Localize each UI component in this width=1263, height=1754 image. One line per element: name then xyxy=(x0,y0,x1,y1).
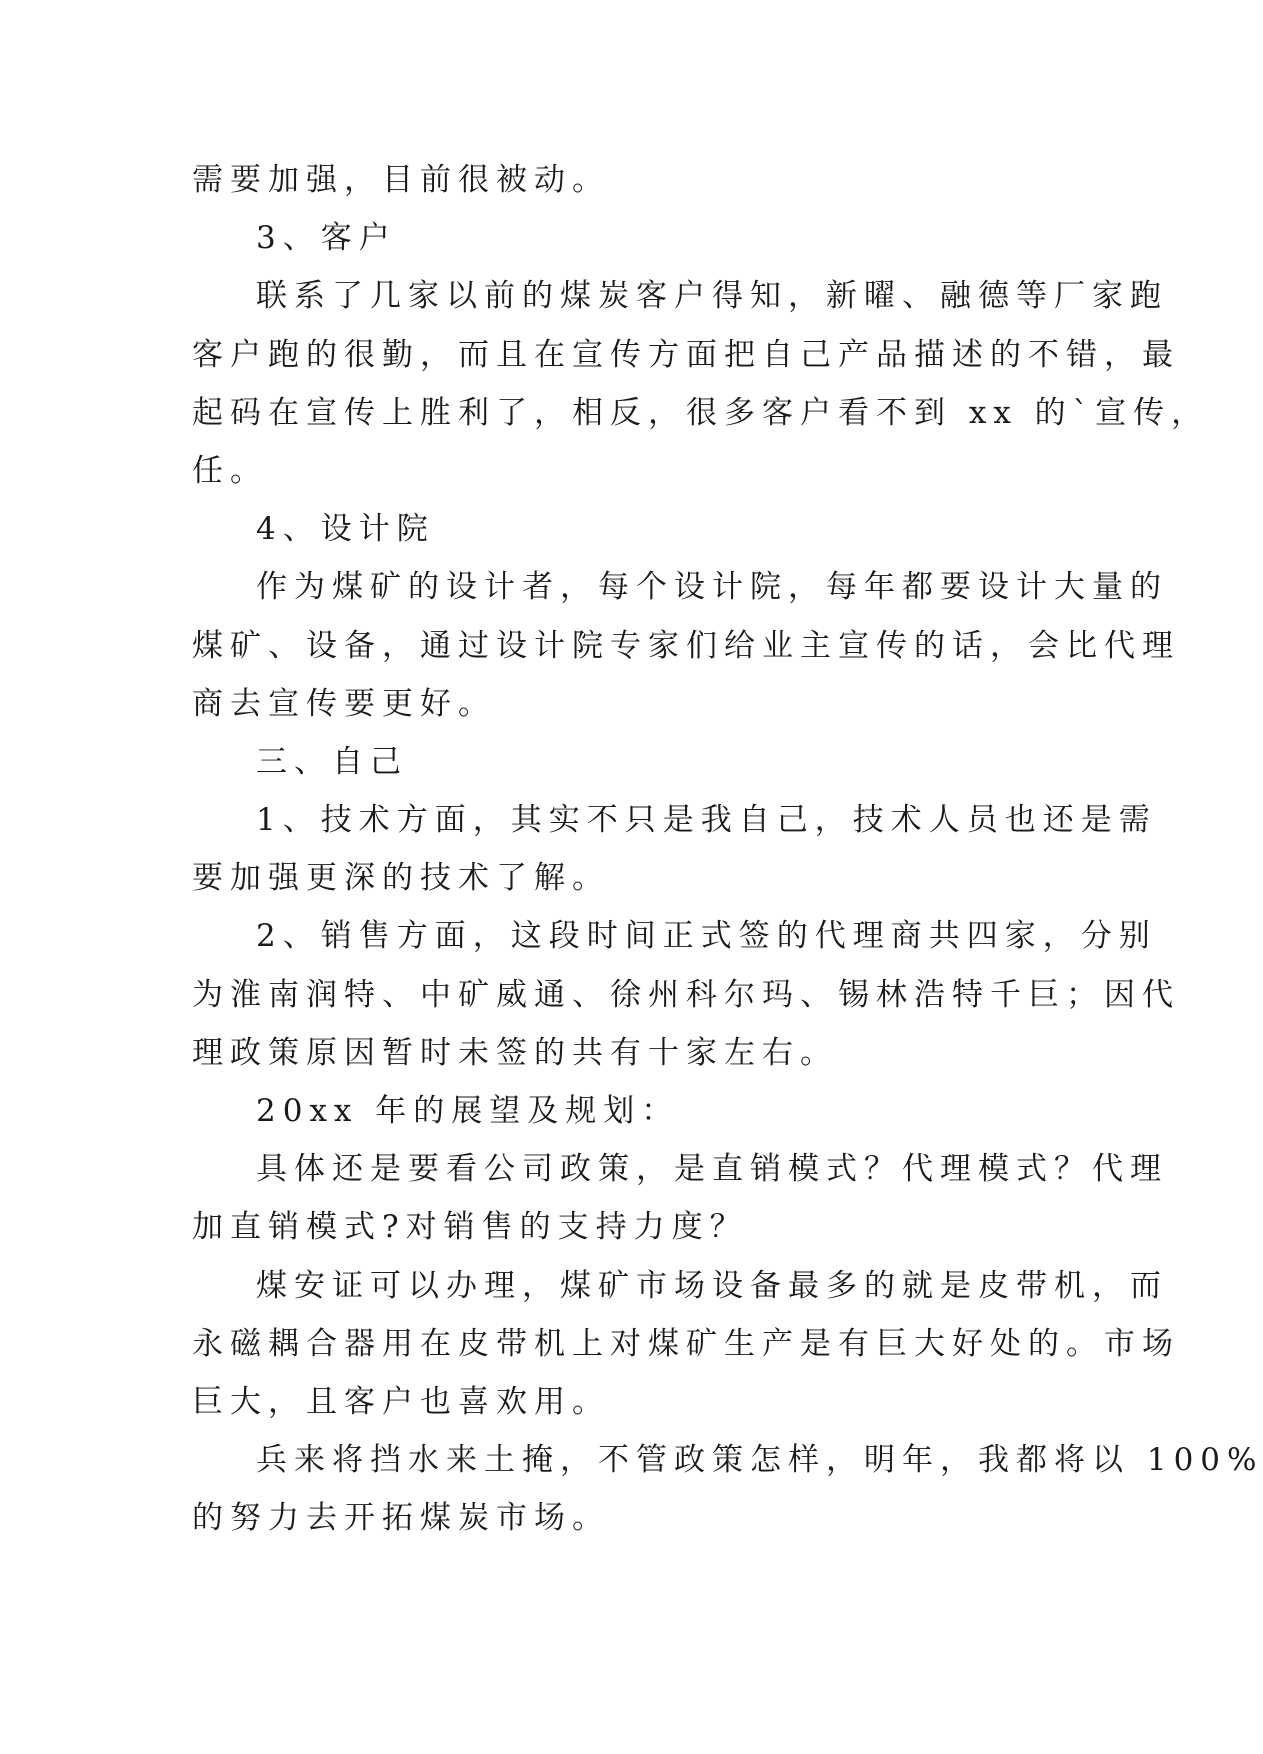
text-line: 联系了几家以前的煤炭客户得知，新曜、融德等厂家跑 xyxy=(256,278,1168,315)
text-line: 需要加强，目前很被动。 xyxy=(192,162,610,198)
text-line: 4、设计院 xyxy=(256,511,435,548)
text-line: 客户跑的很勤，而且在宣传方面把自己产品描述的不错，最 xyxy=(192,336,1180,373)
text-line: 20xx 年的展望及规划： xyxy=(256,1093,680,1129)
text-line: 起码在宣传上胜利了，相反，很多客户看不到 xx 的`宣传， xyxy=(192,394,1210,431)
text-line: 1、技术方面，其实不只是我自己，技术人员也还是需 xyxy=(256,802,1157,839)
text-line: 兵来将挡水来土掩，不管政策怎样，明年，我都将以 100% xyxy=(256,1442,1263,1479)
text-line: 的努力去开拓煤炭市场。 xyxy=(192,1500,610,1537)
text-line: 加直销模式?对销售的支持力度？ xyxy=(192,1209,748,1246)
text-line: 煤矿、设备，通过设计院专家们给业主宣传的话，会比代理 xyxy=(192,627,1180,664)
text-line: 三、自己 xyxy=(256,743,408,780)
text-line: 2、销售方面，这段时间正式签的代理商共四家，分别 xyxy=(256,918,1157,955)
text-line: 理政策原因暂时未签的共有十家左右。 xyxy=(192,1034,838,1071)
document-body xyxy=(192,151,1263,1548)
text-line: 任。 xyxy=(192,452,268,489)
text-line: 为淮南润特、中矿威通、徐州科尔玛、锡林浩特千巨；因代 xyxy=(192,976,1180,1013)
text-line: 要加强更深的技术了解。 xyxy=(192,860,610,897)
text-line: 作为煤矿的设计者，每个设计院，每年都要设计大量的 xyxy=(256,569,1168,606)
text-line: 商去宣传要更好。 xyxy=(192,685,496,722)
text-line: 3、客户 xyxy=(256,220,397,257)
text-line: 具体还是要看公司政策，是直销模式？代理模式？代理 xyxy=(256,1151,1168,1188)
text-line: 永磁耦合器用在皮带机上对煤矿生产是有巨大好处的。市场 xyxy=(192,1325,1180,1362)
text-line: 巨大，且客户也喜欢用。 xyxy=(192,1383,610,1420)
text-line: 煤安证可以办理，煤矿市场设备最多的就是皮带机，而 xyxy=(256,1267,1168,1304)
